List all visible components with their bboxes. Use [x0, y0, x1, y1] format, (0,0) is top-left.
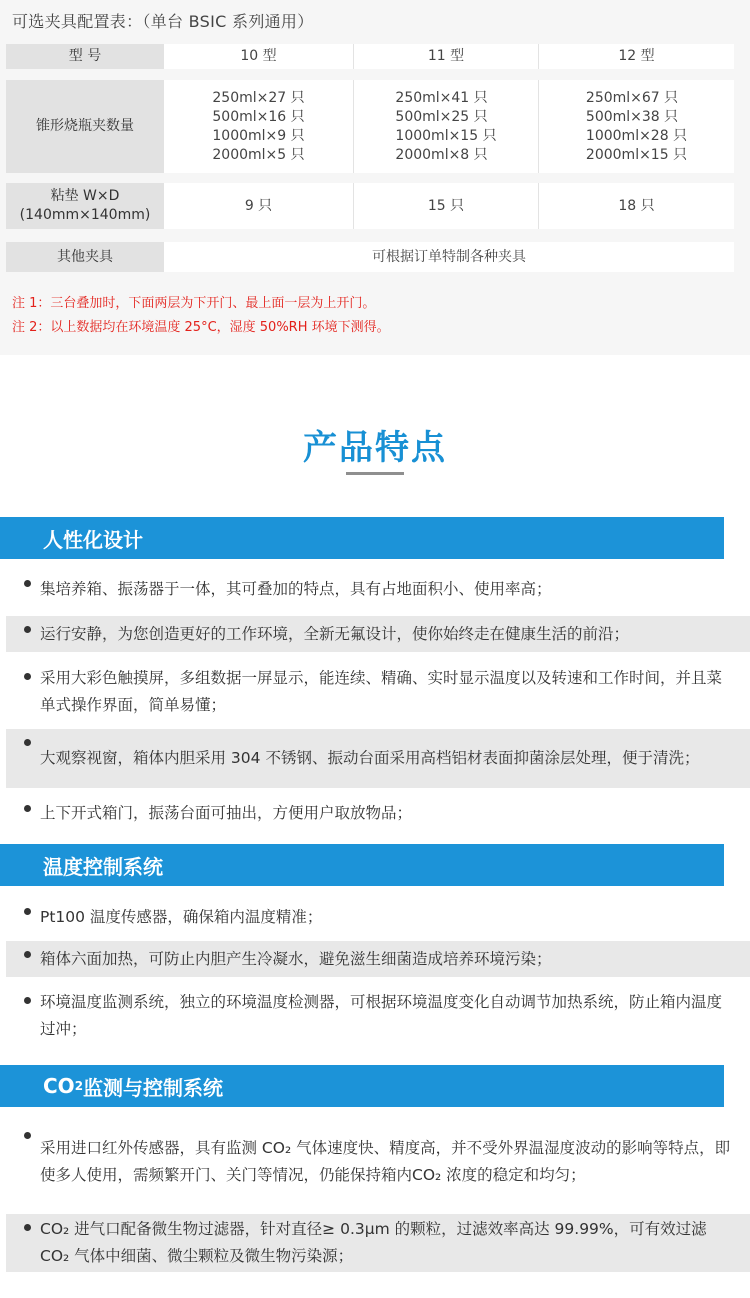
other-label: 其他夹具 — [6, 242, 164, 272]
flask-col-10-line: 250ml×27 只 — [212, 89, 305, 106]
feature-item — [6, 898, 750, 936]
model-label: 型 号 — [6, 44, 164, 69]
model-col-11: 11 型 — [354, 44, 539, 69]
bullet-icon — [24, 1224, 31, 1231]
co2-section-title-b: 监测与控制系统 — [83, 1075, 224, 1100]
flask-col-10-line: 2000ml×5 只 — [212, 146, 305, 163]
bullet-icon — [24, 951, 31, 958]
feature-text: 上下开式箱门，振荡台面可抽出，方便用户取放物品； — [40, 803, 413, 822]
spec-panel — [0, 0, 750, 355]
flask-col-10 — [164, 80, 354, 173]
co2-section-title-a: CO — [43, 1074, 75, 1098]
feature-item — [6, 1122, 750, 1202]
co2-section-title-sub: 2 — [74, 1079, 84, 1093]
feature-text: 采用进口红外传感器，具有监测 CO₂ 气体速度快、精度高，并不受外界温湿度波动的影响等特点，即使多人使用，需频繁开门、关门等情况，仍能保持箱内CO₂ 浓度的稳定和均匀； — [40, 1139, 731, 1184]
feature-text: 大观察视窗，箱体内胆采用 304 不锈钢、振动台面采用高档铝材表面抑菌涂层处理，便于清洗； — [40, 749, 700, 767]
spec-flask-row — [6, 80, 734, 173]
note-2: 注 2：以上数据均在环境温度 25°C，湿度 50%RH 环境下测得。 — [12, 320, 390, 335]
flask-col-12-line: 500ml×38 只 — [585, 108, 679, 125]
feature-text: 采用大彩色触摸屏，多组数据一屏显示，能连续、精确、实时显示温度以及转速和工作时间，并且菜单式操作界面，简单易懂； — [40, 669, 723, 714]
bullet-icon — [24, 739, 31, 746]
flask-col-12-line: 2000ml×15 只 — [585, 146, 688, 163]
feature-item — [6, 1214, 750, 1272]
spec-header-row — [6, 44, 734, 69]
flask-col-12-line: 250ml×67 只 — [585, 89, 679, 106]
model-col-10: 10 型 — [164, 44, 354, 69]
flask-col-12-line: 1000ml×28 只 — [585, 127, 688, 144]
pad-col-11: 15 只 — [354, 183, 539, 229]
bullet-icon — [24, 997, 31, 1004]
feature-text: 环境温度监测系统，独立的环境温度检测器，可根据环境温度变化自动调节加热系统，防止箱内温度过冲； — [40, 993, 723, 1038]
flask-col-11-line: 500ml×25 只 — [395, 108, 488, 125]
feature-text: Pt100 温度传感器，确保箱内温度精准； — [40, 907, 323, 926]
feature-item — [6, 987, 750, 1045]
feature-text: CO₂ 进气口配备微生物过滤器，针对直径≥ 0.3μm 的颗粒，过滤效率高达 99.99%，可有效过滤 CO₂ 气体中细菌、微尘颗粒及微生物污染源； — [40, 1220, 707, 1265]
feature-item — [6, 729, 750, 788]
bullet-icon — [24, 626, 31, 633]
spec-other-row — [6, 242, 734, 272]
flask-col-11 — [354, 80, 539, 173]
feature-text: 运行安静，为您创造更好的工作环境，全新无氟设计，使你始终走在健康生活的前沿； — [40, 624, 630, 643]
feature-text: 集培养箱、振荡器于一体，其可叠加的特点，具有占地面积小、使用率高； — [40, 579, 552, 598]
flask-col-11-line: 2000ml×8 只 — [395, 146, 488, 163]
title-underline — [346, 472, 404, 475]
note-1: 注 1：三台叠加时，下面两层为下开门、最上面一层为上开门。 — [12, 296, 376, 311]
flask-col-12 — [539, 80, 734, 173]
features-title: 产品特点 — [303, 428, 447, 468]
bullet-icon — [24, 580, 31, 587]
spec-title: 可选夹具配置表：（单台 BSIC 系列通用） — [12, 12, 314, 31]
flask-label: 锥形烧瓶夹数量 — [6, 80, 164, 173]
model-col-12: 12 型 — [539, 44, 734, 69]
pad-label-line1: 粘垫 W×D — [50, 188, 120, 204]
pad-col-10: 9 只 — [164, 183, 354, 229]
bullet-icon — [24, 1132, 31, 1139]
bullet-icon — [24, 805, 31, 812]
feature-item — [6, 663, 750, 721]
feature-item — [6, 570, 750, 608]
flask-col-11-line: 250ml×41 只 — [395, 89, 488, 106]
feature-text: 箱体六面加热，可防止内胆产生冷凝水，避免滋生细菌造成培养环境污染； — [40, 949, 552, 968]
feature-item — [6, 795, 750, 831]
bullet-icon — [24, 908, 31, 915]
flask-col-11-line: 1000ml×15 只 — [395, 127, 497, 144]
pad-label — [6, 183, 164, 229]
flask-col-10-line: 500ml×16 只 — [212, 108, 305, 125]
spec-pad-row — [6, 183, 734, 229]
section-bar-temperature-control: 温度控制系统 — [0, 844, 724, 886]
pad-label-line2: (140mm×140mm) — [19, 207, 151, 223]
other-value: 可根据订单特制各种夹具 — [164, 242, 734, 272]
bullet-icon — [24, 673, 31, 680]
feature-item — [6, 616, 750, 652]
section-bar-humanized-design: 人性化设计 — [0, 517, 724, 559]
section-bar-co2-control — [0, 1065, 724, 1107]
flask-col-10-line: 1000ml×9 只 — [212, 127, 305, 144]
pad-col-12: 18 只 — [539, 183, 734, 229]
feature-item — [6, 941, 750, 977]
